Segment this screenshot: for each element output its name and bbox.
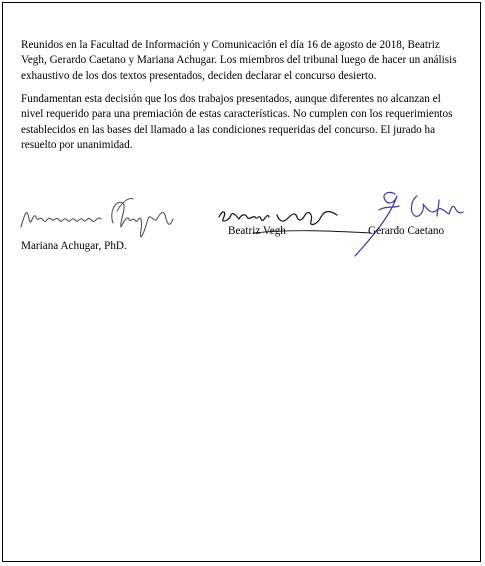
document-page <box>2 2 481 562</box>
signatory-name-mariana-achugar: Mariana Achugar, PhD. <box>21 240 127 252</box>
signature-mariana-achugar <box>17 193 187 241</box>
signatory-name-beatriz-vegh: Beatriz Vegh <box>228 225 286 237</box>
signature-gerardo-caetano <box>333 186 473 262</box>
paragraph-meeting: Reunidos en la Facultad de Información y Comunicación el día 16 de agosto de 2018, Beatriz Vegh, Gerardo Caetano y Mariana Achugar. Los miembros del tribunal luego de hacer un análisis exhaustivo de los dos textos presentados, deciden declarar el concurso desierto. <box>21 39 457 82</box>
signatory-name-gerardo-caetano: Gerardo Caetano <box>368 225 445 237</box>
paragraph-reasons: Fundamentan esta decisión que los dos trabajos presentados, aunque diferentes no alcanzan el nivel requerido para una premiación de estas características. No cumplen con los requerimientos establecidos en las bases del llamado a las condiciones requeridas del concurso. El jurado ha resuelto por unanimidad. <box>21 93 453 152</box>
